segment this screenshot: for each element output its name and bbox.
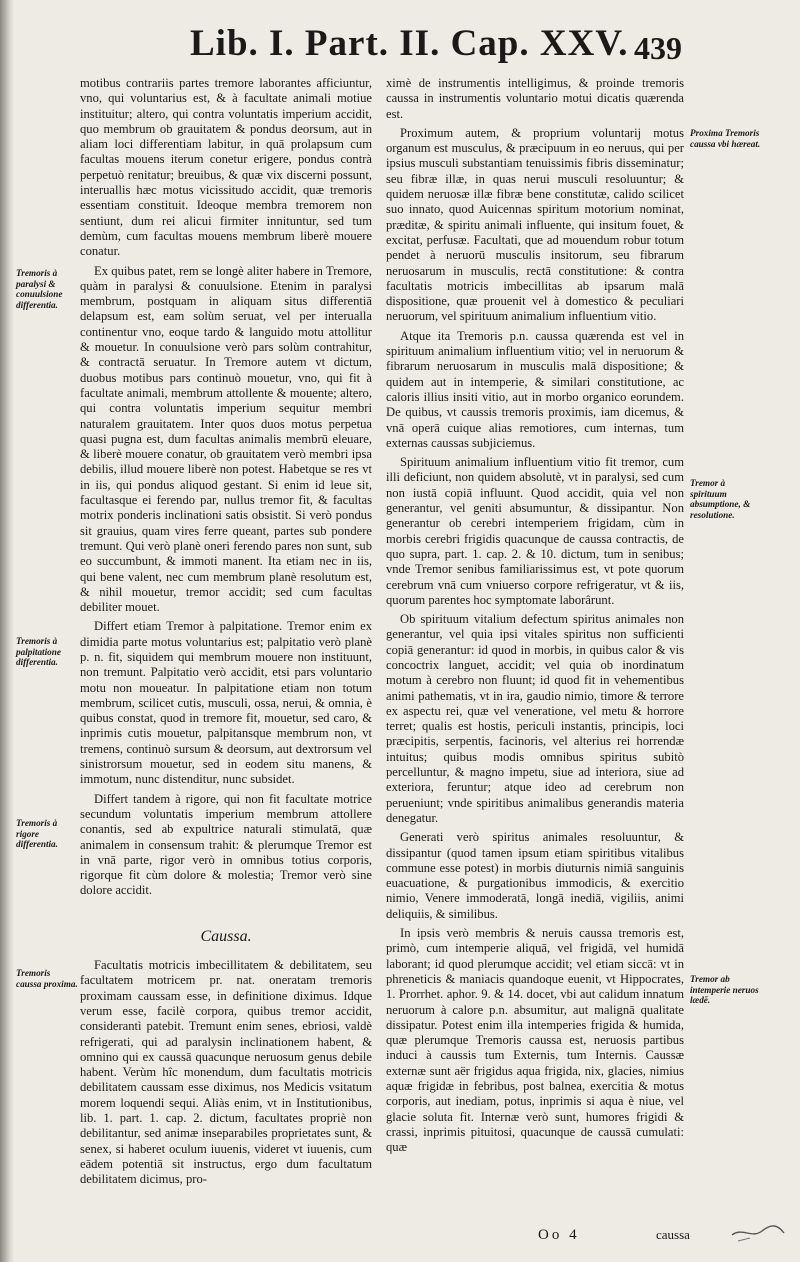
right-paragraph-6: Generati verò spiritus animales resoluuntur, & dissipantur (quod tamen ipsum etiam spiritibus vitalibus commune esse potest) in morbis diuturnis nimiā sanguinis euacuatione, & purgationibus immodicis, & exercitio nimio, Venere immoderatā, longā inediā, vigiliis, animi deliquiis, & similibus. xyxy=(386,830,684,921)
margin-note-intemperie: Tremor ab intemperie neruos lædē. xyxy=(690,974,759,1005)
page-number: 439 xyxy=(634,30,682,66)
catchword: caussa xyxy=(656,1227,690,1242)
right-paragraph-2: Proximum autem, & proprium voluntarij motus organum est musculus, & præcipuum in eo neruus, qui per ipsius musculi substantiam tenuissimis fibris disseminatur; seu fibræ illæ, in quas nerui musculi resoluuntur; & quidem neruosæ illæ fibræ bene constitutæ, calido scilicet suo innato, quod Auicennas spiritum motorium nominat, præditæ, & spiritu animali influente, qui insitum fouet, & excitat, perfusæ. Facultati, que ad mouendum robur totum pendet à neruorū musculis insitorum, seu fibrarum neruosarum in musculis, rectā constitutione: & contra facultatis motricis imbecillitas ab ipsarum malā dispositione, quæ prouenit vel à domestico & peculiari neruorum, vel spirituum animalium influentium vitio. xyxy=(386,125,684,324)
right-paragraph-3: Atque ita Tremoris p.n. caussa quærenda est vel in spirituum animalium influentium vitio; vel in neruorum & fibrarum neruosarum in musculis malā dispositione; & quidem aut in intemperie, & similari constitutione, ac caloris illius insiti vitio, aut in morbo organico eorundem. De quibus, vt caussis tremoris proximis, iam dicemus, & vnā operā cuique alias remotiores, cum internas, tum externas caussas subjiciemus. xyxy=(386,328,684,450)
margin-note-proxima-caussa: Proxima Tremoris caussa vbi hæreat. xyxy=(690,128,761,149)
left-column xyxy=(80,76,372,1187)
signature-mark: Oo 4 xyxy=(538,1227,580,1243)
right-paragraph-5: Ob spirituum vitalium defectum spiritus animales non generantur, vel quia ipsi vitales spiritus non sufficienti copiā generantur: id quod in morbis, in quibus calor & vis concoctrix languet, accidit; vel quia ob inordinatum motum à cerebro non fluunt; id quod fit in vehementibus animi pathematis, vt in ira, gaudio nimio, timore & terrore ex aspectu rei, quæ vel veneratione, vel metu & horrore terret; qualis est hostis, periculi instantis, principis, loci præcipitis, serpentis, facinoris, vel alterius rei horrendæ intuitus; quibus modis omnibus spiritus subitò percelluntur, & magno impetu, siue ad interiora, siue ad exteriora, feruntur; atque ideo ad cerebrum non perueniunt; vnde spiritibus animalibus generandis materia denegatur. xyxy=(386,612,684,825)
margin-note-paralysis: Tremoris à paralysi & conuulsione differentia. xyxy=(16,268,63,310)
section-title-caussa: Caussa. xyxy=(200,927,252,945)
page-gutter-shadow xyxy=(0,0,14,1262)
margin-note-palpitation: Tremoris à palpitatione differentia. xyxy=(16,636,61,667)
right-paragraph-7: In ipsis verò membris & neruis caussa tremoris est, primò, cum intemperie aliquā, vel frigidā, vel humidā laborant; id quod plerumque accidit; vel etiam siccā: vt in phreneticis & maniacis quandoque euenit, vt Hippocrates, 1. Prorrhet. aphor. 9. & 14. docet, vbi aut calidum innatum neruorum à calore p.n. absumitur, aut malignā qualitate dissipatur. Potest enim illa intemperies frigida & humida, quæ plerumque Tremoris caussa est, neruosis partibus induci à caussis tum Externis, tum Internis. Caussæ externæ sunt aër frigidus aqua frigida, nix, glacies, nimius aquæ frigidæ in febribus, post balnea, exercitia & motus corporis, aut inediam, potus, inprimis si aqua è niue, vel glacie soluta fit. Internæ verò sunt, humores frigidi & crassi, inprimis pituitosi, quacunque de caussā cumulati: quæ xyxy=(386,926,684,1155)
left-paragraph-1: motibus contrariis partes tremore laborantes afficiuntur, vno, qui voluntarius est, & à facultate animali motiue instituitur; altero, qui contra voluntatis imperium accidit, quo membrum ob grauitatem & pondus deorsum, aut in aliam loci differentiam labitur, in quā prolapsum cum facultas mouens iterum conetur erigere, pondus contrà perpetuò renitatur; breuibus, & quæ vix discerni possunt, interuallis hæc motus vicissitudo accidit, quæ tremoris essentiam constituit. Ideoque membra tremorem non sentiunt, dum rei alicui firmiter innituntur, sed tum demùm, cum facultas mouens membrum liberè mouere conatur. xyxy=(80,76,372,259)
right-paragraph-1: ximè de instrumentis intelligimus, & proinde tremoris caussa in instrumentis voluntario motui dicatis quærenda est. xyxy=(386,76,684,121)
margin-note-caussa-proxima: Tremoris caussa proxima. xyxy=(16,968,78,989)
right-paragraph-4: Spirituum animalium influentium vitio fit tremor, cum illi deficiunt, non quidem absolutè, vt in paralysi, sed cum non iustā copiā influunt. Quod accidit, quia vel non generantur, vel geniti absumuntur, & dissipantur. Non generantur ob cerebri intemperiem frigidam, cùm in morbis cerebri frigidis quacunque de caussa contractis, de quo supra, part. 1. cap. 2. & 10. dictum, tum in senibus; vnde Tremor senibus familiarissimus est, vt pote quorum cerebrum vnā cum vniuerso corpore refrigeratur, vt & iis, quorum parentes hoc symptomate laborârunt. xyxy=(386,455,684,607)
running-title: Lib. I. Part. II. Cap. XXV. xyxy=(190,23,629,64)
right-column xyxy=(386,76,684,1155)
left-paragraph-caussa: Facultatis motricis imbecillitatem & debilitatem, seu facultatem motricem pr. nat. oneratam tremoris proximam caussam esse, in definitione diximus. Idque verum esse, facilè corpora, quibus tremor accidit, considerantì patebit. Tremunt enim senes, ebriosi, valdè refrigerati, qui ad paralysin inclinationem habent, & omnino qui ex caussā quacunque neruosum genus debile habent. Verùm hîc monendum, dum facultatis motricis debilitatem caussam esse diximus, nos Medicis vsitatum morem loquendi sequi. Aliàs enim, vt in Institutionibus, lib. 1. part. 1. cap. 2. dictum, facultates propriè non debilitantur, sed animæ inseparabiles proprietates sunt, & senex, si haberet oculum iuuenis, videret vt iuuenis, cum eādem potentiā sit instructus, ergo dum facultatum debilitatem dicimus, pro- xyxy=(80,958,372,1187)
left-paragraph-3: Differt etiam Tremor à palpitatione. Tremor enim ex dimidia parte motus voluntarius est; palpitatio verò planè p. n. fit, siquidem qui membrum mouere non instituunt, non tremunt. Palpitatio verò accidit, etsi pars voluntario motu non moueatur. In palpitatione etiam non totum membrum, scilicet cutis, musculi, ossa, nerui, & omnia, è quibus constat, quod in tremore fit, mouetur, sed caro, & inprimis cutis mouetur, palpitansque membrum non, vt tremens, continuò sursum & deorsum, aut dextrorsum vel sinistrorsum mouetur, sed in eodem situ manens, & immotum, nunc distenditur, nunc subsidet. xyxy=(80,619,372,787)
margin-note-rigor: Tremoris à rigore differentia. xyxy=(16,818,58,849)
left-paragraph-2: Ex quibus patet, rem se longè aliter habere in Tremore, quàm in paralysi & conuulsione. Etenim in paralysi membrum, postquam in aliquam situs differentiā delapsum est, eam solùm seruat, vel per interualla continentur vno, eoque tardo & languido motu attollitur & mouetur. In conuulsione verò pars solùm contrahitur, & contractā seruatur. In Tremore autem vt dictum, duobus motibus pars continuò mouetur, vno, qui fit à facultate animali, membrum attollente & mouente; altero, qui contra voluntatis imperium sequitur membri naturalem grauitatem. Inter quos duos motus perpetua quasi pugna est, dum facultas animalis membrū eleuare, & liberè mouere conatur, ob grauitatem verò membri ipsa debilis, illud mouere liberè non potest. Habetque se res vt in iis, qui pondus aliquod gestant. Si enim id leue sit, facultasque ei ferendo par, nullus tremor fit, & facultas motrix ponderis inclinationi satis obsistit. Si verò pondus sit grauius, quam vires ferre queant, partes sub pondere tremunt. Qui verò planè oneri ferendo pares non sunt, sub eo succumbunt, & immoti manent. Ita etiam nec in iis, qui bene valent, nec cum membrum planè resolutum est, & nihil mouetur, tremor accidit; sed cum facultas debiliter mouet. xyxy=(80,263,372,615)
margin-note-spirituum: Tremor à spirituum absumptione, & resolutione. xyxy=(690,478,751,520)
ink-smudge xyxy=(728,1205,788,1245)
left-paragraph-4: Differt tandem à rigore, qui non fit facultate motrice secundum voluntatis imperium membrum attollere conantis, sed ab expultrice naturali stimulatā, quæ animalem in consensum trahit: & plerumque Tremor est in vnā parte, rigor verò in omnibus totius corporis, rigorque fit cùm dolore & molestia; Tremor verò sine dolore accidit. xyxy=(80,791,372,898)
